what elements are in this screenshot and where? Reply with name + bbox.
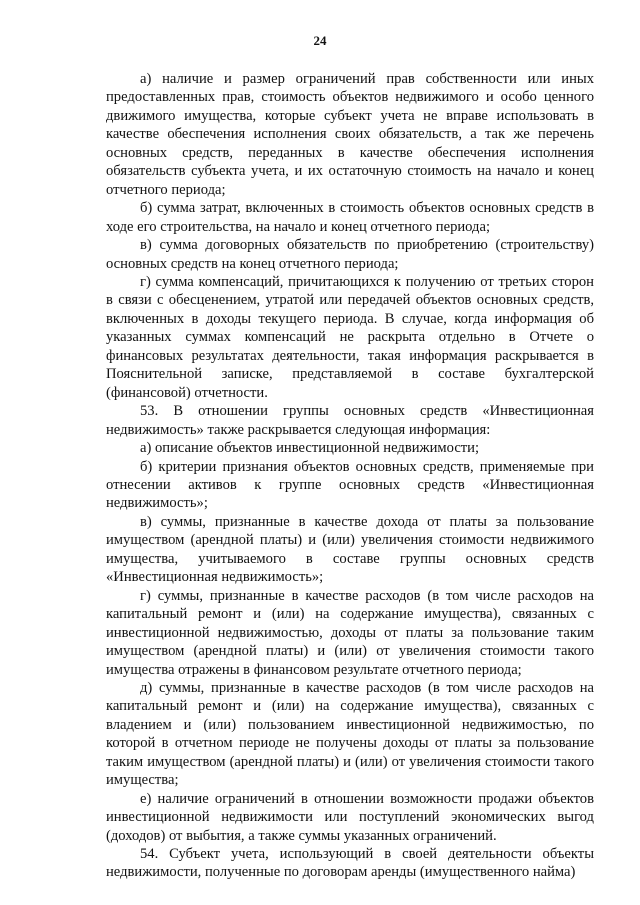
paragraph-53-investment-property: 53. В отношении группы основных средств «Инвестиционная недвижимость» также раскрывается следующая информация: (106, 403, 594, 438)
paragraph-g-compensations: г) сумма компенсаций, причитающихся к получению от третьих сторон в связи с обесценением, утратой или передачей объектов основных средств, включенных в доходы текущего периода. В случае, когда информация об указанных суммах компенсаций не раскрыта отдельно в Отчете о финансовых результатах деятельности, такая информация раскрывается в Пояснительной записке, представляемой в составе бухгалтерской (финансовой) отчетности. (106, 273, 594, 401)
document-body (106, 70, 594, 882)
paragraph-54-lease: 54. Субъект учета, использующий в своей деятельности объекты недвижимости, полученные по договорам аренды (имущественного найма) (106, 846, 594, 881)
paragraph-v-contract-obligations: в) сумма договорных обязательств по приобретению (строительству) основных средств на конец отчетного периода; (106, 237, 594, 272)
paragraph-v-income: в) суммы, признанные в качестве дохода от платы за пользование имуществом (арендной платы) и (или) увеличения стоимости недвижимого имущества, учитываемого в составе группы основных средств «Инвестиционная недвижимость»; (106, 513, 594, 586)
paragraph-b-criteria: б) критерии признания объектов основных средств, применяемые при отнесении активов к группе основных средств «Инвестиционная недвижимость»; (106, 458, 594, 512)
paragraph-a-description: а) описание объектов инвестиционной недвижимости; (140, 440, 480, 457)
paragraph-g-expenses: г) суммы, признанные в качестве расходов (в том числе расходов на капитальный ремонт и (или) на содержание имущества), связанных с инвестиционной недвижимостью, доходы от платы за пользование таким имуществом (арендной платы) и (или) от увеличения стоимости такого имущества отражены в финансовом результате отчетного периода; (106, 587, 594, 678)
paragraph-a-restrictions: а) наличие и размер ограничений прав собственности или иных предоставленных прав, стоимость объектов недвижимого и особо ценного движимого имущества, которые субъект учета не вправе использовать в качестве обеспечения исполнения своих обязательств, а так же перечень основных средств, переданных в качестве обеспечения исполнения обязательств субъекта учета, и их остаточную стоимость на начало и конец отчетного периода; (106, 71, 594, 198)
paragraph-d-expenses-no-income: д) суммы, признанные в качестве расходов (в том числе расходов на капитальный ремонт и (или) на содержание имущества), связанных с владением и (или) пользованием инвестиционной недвижимостью, по которой в отчетном периоде не получены доходы от платы за пользование таким имуществом (арендной платы) и (или) от увеличения стоимости такого имущества; (106, 679, 594, 789)
paragraph-e-sale-restrictions: е) наличие ограничений в отношении возможности продажи объектов инвестиционной недвижимости или поступлений экономических выгод (доходов) от выбытия, а также суммы указанных ограничений. (106, 790, 594, 844)
paragraph-b-construction-costs: б) сумма затрат, включенных в стоимость объектов основных средств в ходе его строительства, на начало и конец отчетного периода; (106, 200, 594, 235)
page-number: 24 (313, 33, 327, 48)
